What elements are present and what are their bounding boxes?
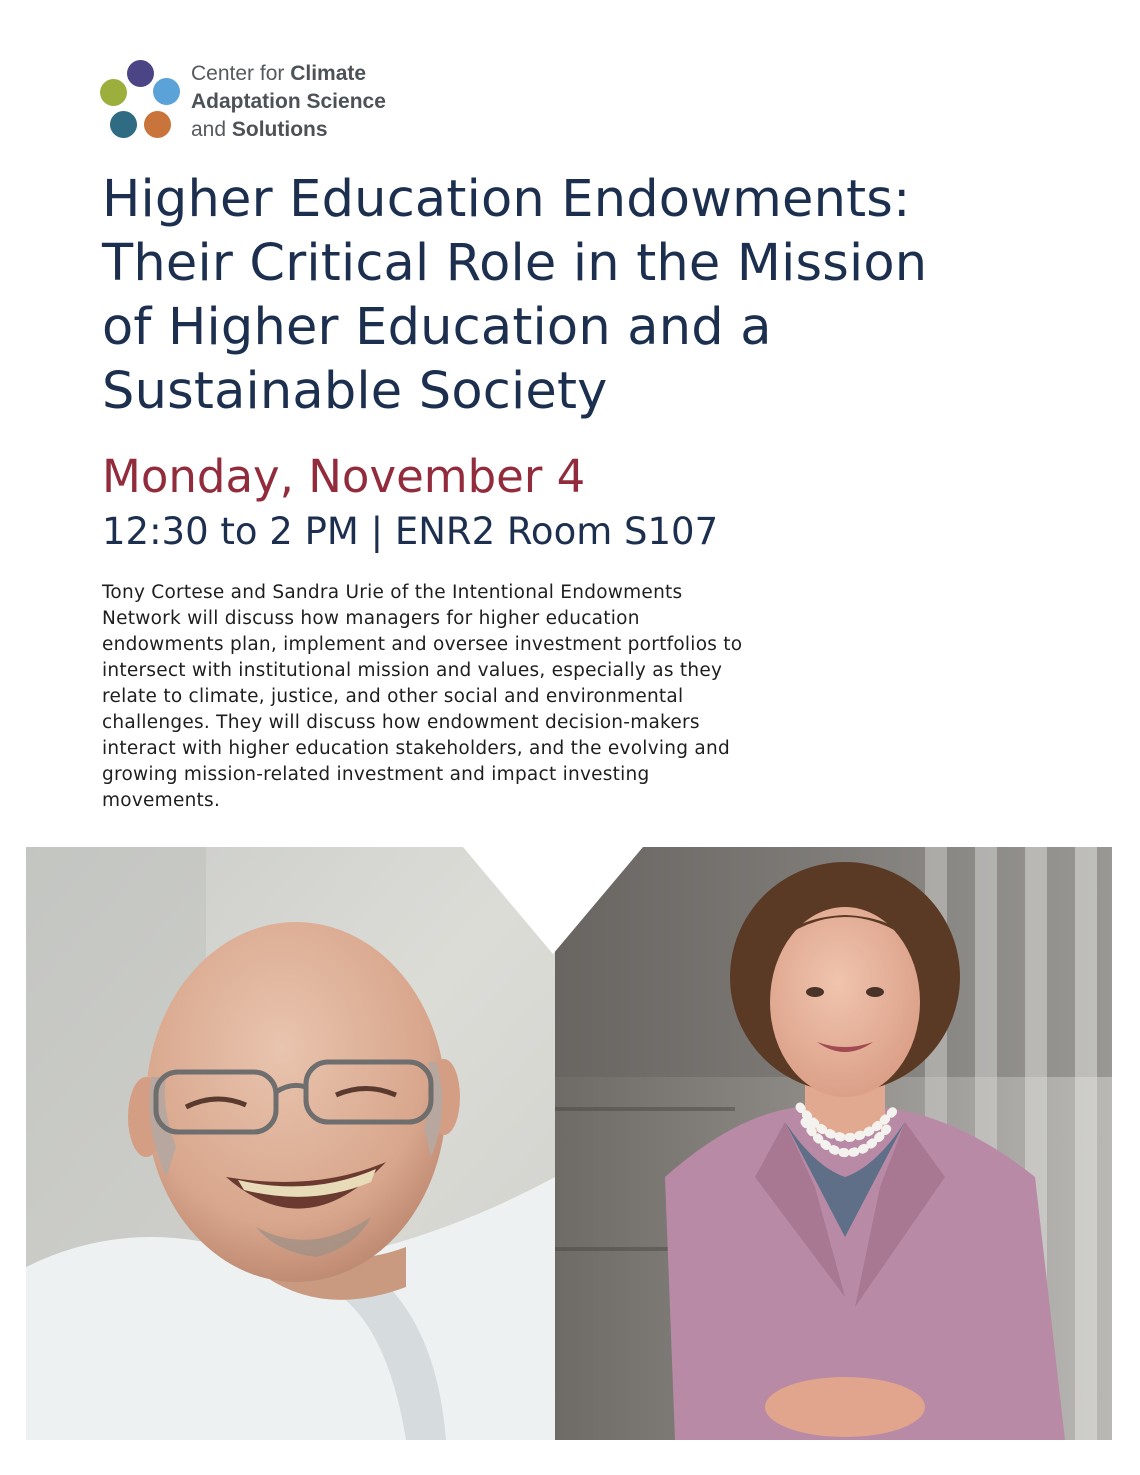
logo-text-solutions: Solutions (231, 118, 328, 141)
organization-logo (96, 56, 436, 146)
logo-circle-teal (110, 111, 137, 138)
logo-circle-green (100, 79, 127, 106)
logo-circle-blue (153, 78, 180, 105)
description-line: growing mission-related investment and impact investing (102, 764, 650, 785)
logo-circle-orange (144, 111, 171, 138)
event-title-line: Higher Education Endowments: (102, 170, 911, 229)
logo-wordmark (191, 60, 386, 144)
description-line: endowments plan, implement and oversee investment portfolios to (102, 634, 743, 655)
description-line: Network will discuss how managers for higher education (102, 608, 640, 629)
description-line: intersect with institutional mission and values, especially as they (102, 660, 723, 681)
event-description (102, 580, 832, 814)
notch-triangle-shape (463, 847, 643, 954)
description-line: Tony Cortese and Sandra Urie of the Intentional Endowments (102, 582, 683, 603)
speaker-photos (26, 847, 1112, 1440)
logo-circles-icon (96, 56, 186, 146)
event-date: Monday, November 4 (102, 450, 586, 503)
logo-circle-purple (127, 60, 154, 87)
description-line: movements. (102, 790, 221, 811)
description-line: interact with higher education stakeholders, and the evolving and (102, 738, 730, 759)
logo-text-center-for: Center for (191, 62, 291, 85)
description-line: challenges. They will discuss how endowment decision-makers (102, 712, 700, 733)
description-line: relate to climate, justice, and other social and environmental (102, 686, 684, 707)
event-title-line: Their Critical Role in the Mission (102, 234, 928, 293)
event-title (102, 168, 1102, 424)
logo-text-and: and (191, 118, 232, 141)
event-title-line: Sustainable Society (102, 362, 608, 421)
event-title-line: of Higher Education and a (102, 298, 772, 357)
photo-divider-notch (463, 847, 643, 954)
logo-text-adaptation-science: Adaptation Science (191, 90, 386, 113)
logo-text-climate: Climate (290, 62, 367, 85)
event-time-location: 12:30 to 2 PM | ENR2 Room S107 (102, 510, 719, 553)
